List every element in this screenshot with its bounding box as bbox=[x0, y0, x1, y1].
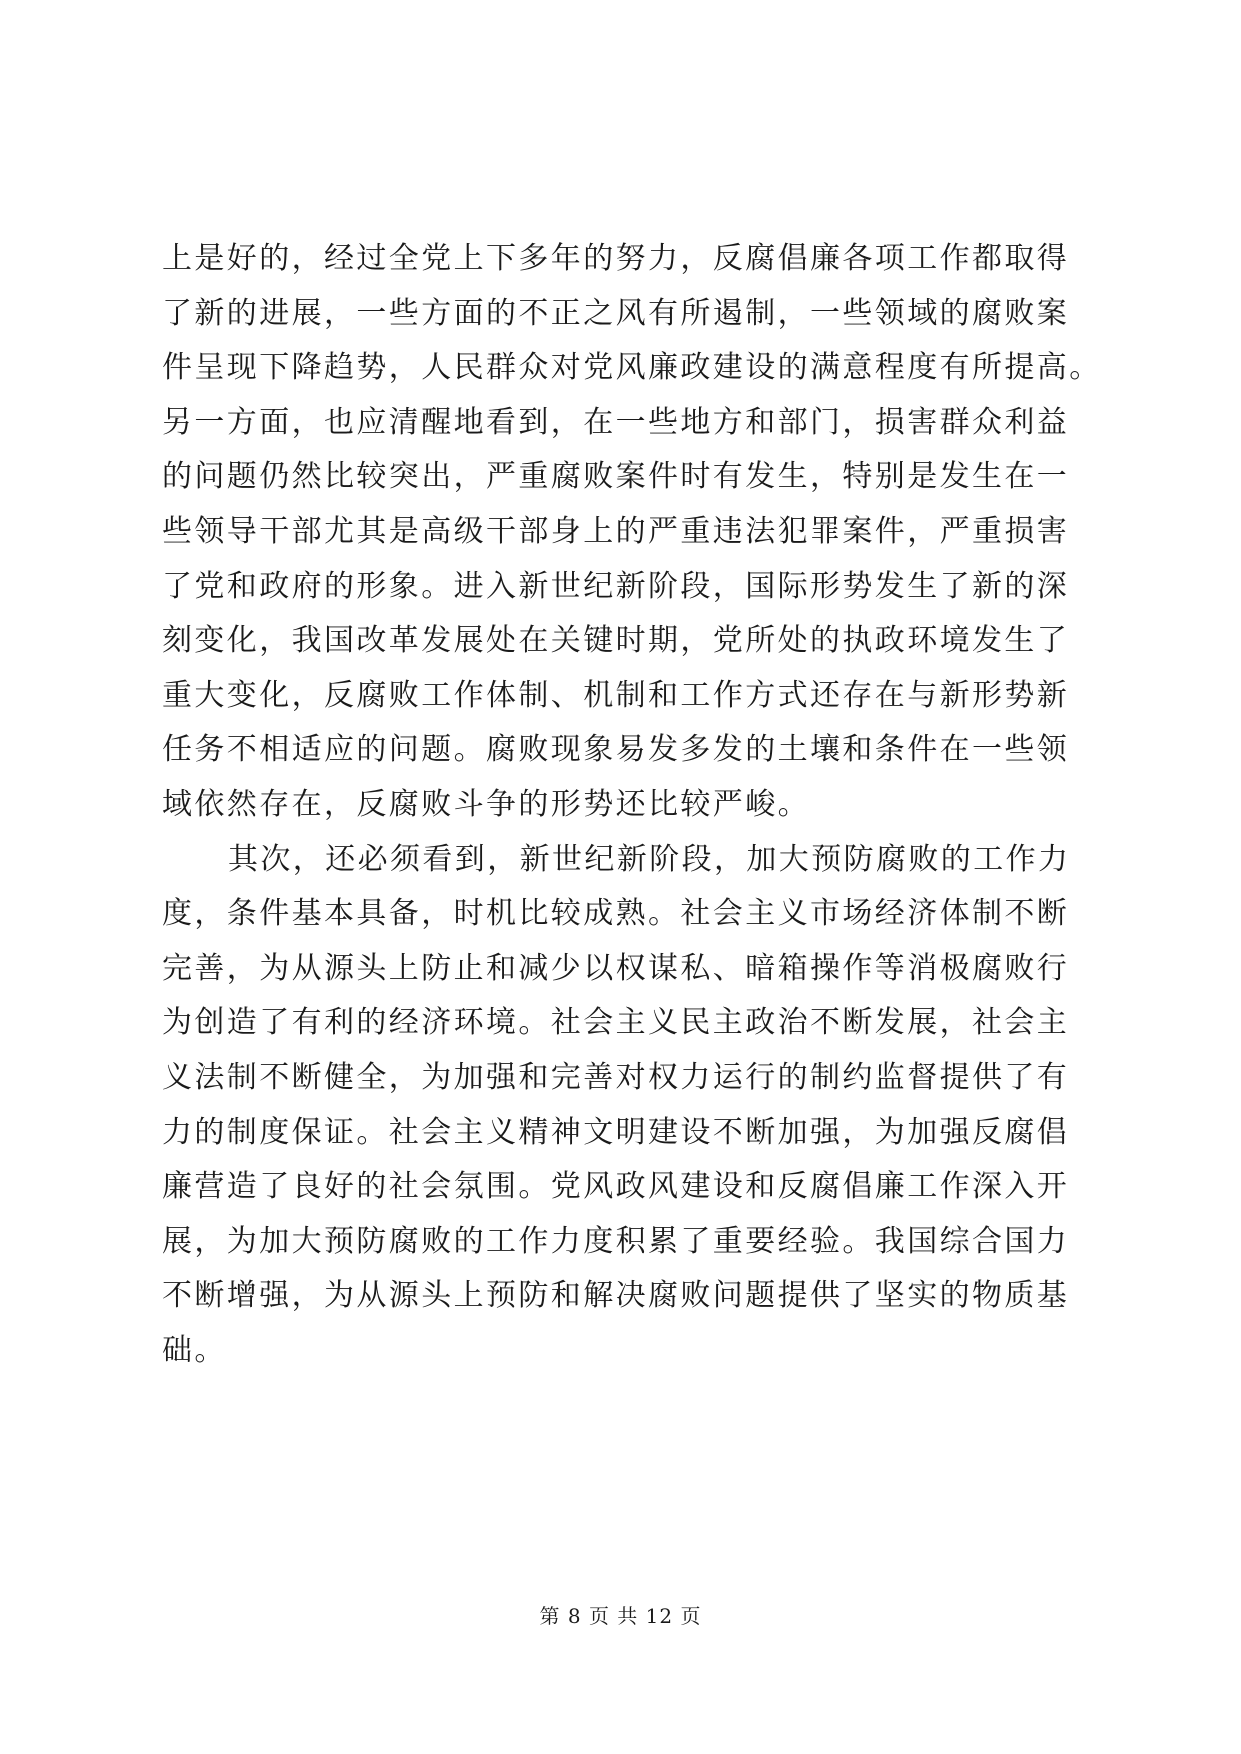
paragraph-1-line-5: 的问题仍然比较突出，严重腐败案件时有发生，特别是发生在一 bbox=[162, 459, 1070, 495]
paragraph-1-line-9: 重大变化，反腐败工作体制、机制和工作方式还存在与新形势新 bbox=[162, 677, 1070, 713]
paragraph-1-line-1: 上是好的，经过全党上下多年的努力，反腐倡廉各项工作都取得 bbox=[162, 241, 1070, 276]
paragraph-2-line-6: 力的制度保证。社会主义精神文明建设不断加强，为加强反腐倡 bbox=[162, 1114, 1070, 1150]
paragraph-2-line-10: 础。 bbox=[162, 1332, 227, 1368]
paragraph-2-line-5: 义法制不断健全，为加强和完善对权力运行的制约监督提供了有 bbox=[162, 1059, 1070, 1095]
paragraph-1-line-6: 些领导干部尤其是高级干部身上的严重违法犯罪案件，严重损害 bbox=[162, 513, 1070, 549]
paragraph-1-line-2: 了新的进展，一些方面的不正之风有所遏制，一些领域的腐败案 bbox=[162, 295, 1070, 331]
paragraph-2-line-9: 不断增强，为从源头上预防和解决腐败问题提供了坚实的物质基 bbox=[162, 1278, 1070, 1314]
paragraph-1-line-4: 另一方面，也应清醒地看到，在一些地方和部门，损害群众利益 bbox=[162, 404, 1070, 440]
document-body bbox=[162, 232, 1122, 1378]
paragraph-2-line-8: 展，为加大预防腐败的工作力度积累了重要经验。我国综合国力 bbox=[162, 1223, 1070, 1259]
paragraph-1-line-3: 件呈现下降趋势，人民群众对党风廉政建设的满意程度有所提高。 bbox=[162, 350, 1102, 386]
paragraph-1-line-7: 了党和政府的形象。进入新世纪新阶段，国际形势发生了新的深 bbox=[162, 568, 1070, 604]
paragraph-2-line-7: 廉营造了良好的社会氛围。党风政风建设和反腐倡廉工作深入开 bbox=[162, 1169, 1070, 1205]
paragraph-1-line-8: 刻变化，我国改革发展处在关键时期，党所处的执政环境发生了 bbox=[162, 623, 1070, 659]
paragraph-1-line-10: 任务不相适应的问题。腐败现象易发多发的土壤和条件在一些领 bbox=[162, 732, 1070, 768]
paragraph-2-line-4: 为创造了有利的经济环境。社会主义民主政治不断发展，社会主 bbox=[162, 1005, 1070, 1041]
page-number-footer: 第 8 页 共 12 页 bbox=[539, 1604, 702, 1628]
paragraph-2-line-2: 度，条件基本具备，时机比较成熟。社会主义市场经济体制不断 bbox=[162, 896, 1070, 932]
paragraph-2-line-1: 其次，还必须看到，新世纪新阶段，加大预防腐败的工作力 bbox=[228, 841, 1071, 877]
paragraph-1-line-11: 域依然存在，反腐败斗争的形势还比较严峻。 bbox=[162, 786, 810, 822]
paragraph-2-line-3: 完善，为从源头上防止和减少以权谋私、暗箱操作等消极腐败行 bbox=[162, 950, 1070, 986]
